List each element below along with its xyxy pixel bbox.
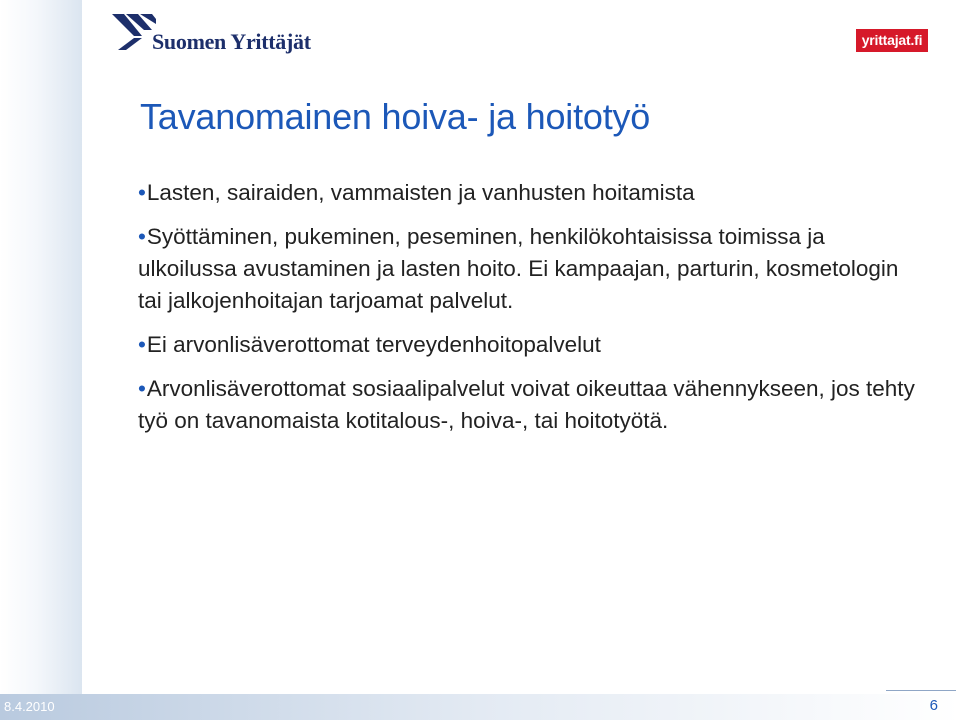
left-gradient-band xyxy=(0,0,82,720)
bullet-text: Ei arvonlisäverottomat terveydenhoitopalvelut xyxy=(146,332,601,357)
bullet-item xyxy=(138,329,928,361)
footer-bar xyxy=(0,694,960,720)
bullet-dot: • xyxy=(138,224,146,249)
footer-date: 8.4.2010 xyxy=(4,699,55,714)
bullet-item xyxy=(138,373,928,437)
bullet-text: Lasten, sairaiden, vammaisten ja vanhusten hoitamista xyxy=(146,180,695,205)
bullet-dot: • xyxy=(138,180,146,205)
page-number: 6 xyxy=(929,697,938,714)
bullet-dot: • xyxy=(138,376,146,401)
bullet-text: Syöttäminen, pukeminen, peseminen, henkilökohtaisissa toimissa ja ulkoilussa avustaminen ja lasten hoito. Ei kampaajan, parturin, kosmetologin tai jalkojenhoitajan tarjoamat palvelut. xyxy=(138,224,899,313)
yrittajat-fi-badge: yrittajat.fi xyxy=(856,29,928,52)
bullet-item xyxy=(138,177,928,209)
bullet-dot: • xyxy=(138,332,146,357)
footer-divider xyxy=(886,690,956,691)
bullet-item xyxy=(138,221,928,317)
suomen-yrittajat-logo xyxy=(112,14,312,56)
logo-text: Suomen Yrittäjät xyxy=(152,29,311,54)
bullet-text: Arvonlisäverottomat sosiaalipalvelut voivat oikeuttaa vähennykseen, jos tehty työ on tavanomaista kotitalous-, hoiva-, tai hoitotyötä. xyxy=(138,376,915,433)
logo-emblem-icon xyxy=(112,14,156,50)
slide-title: Tavanomainen hoiva- ja hoitotyö xyxy=(140,96,651,137)
bullet-list xyxy=(138,177,928,449)
